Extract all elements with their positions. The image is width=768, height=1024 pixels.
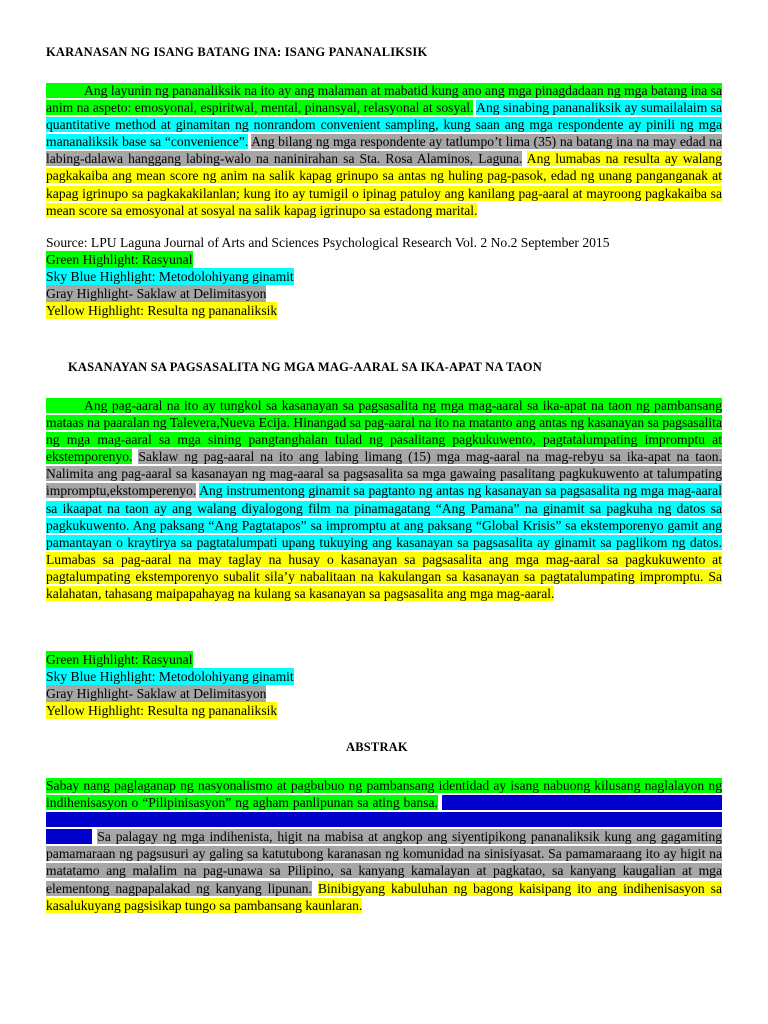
rationale-highlight: Sabay nang paglaganap ng nasyonalismo at pagbubuo ng pambansang identidad ay isang nabuong kilusang naglalayon ng indihenisasyon o “Pilipinisasyon” ng agham panlipunan sa ating bansa. bbox=[46, 778, 722, 811]
scope-highlight: Sa palagay ng mga indihenista, higit na mabisa at angkop ang siyentipikong pananaliksik kung ang gagamiting pamamaraan ng pagsusuri ay galing sa katutubong karanasan ng komunidad na sinisiyasat. Sa pamamaraang ito ay higit na matatamo ang malalim na pag-unawa sa Pilipino, sa kanyang kamalayan at pagkatao, sa kanyang kaugalian at mga elementong nagpapalakad ng kanyang lipunan. bbox=[46, 829, 722, 896]
legend-gray: Gray Highlight- Saklaw at Delimitasyon bbox=[46, 686, 267, 701]
legend-blue: Sky Blue Highlight: Metodolohiyang ginamit bbox=[46, 269, 294, 284]
legend-green: Green Highlight: Rasyunal bbox=[46, 652, 193, 667]
legend-1 bbox=[46, 251, 294, 319]
results-highlight: Binibigyang kabuluhan ng bagong kaisipang ito ang indihenisasyon sa kasalukuyang pagsisikap tungo sa pambansang kaunlaran. bbox=[46, 880, 722, 913]
rationale-highlight: Ang layunin ng pananaliksik na ito ay ang malaman at mabatid kung ano ang mga pinagdadaan ng mga batang ina sa anim na aspeto: emosyonal, espiritwal, mental, pinansyal, relasyonal at sosyal. bbox=[46, 83, 722, 116]
methodology-highlight: Sa pananaw ng kilusang ito, ang kabuuhan ng mga mananaliksik ng lipunang Pilipino ay gumagamit ng mga konsepto at metodo na angkop sa kalikasan at kultura ng mga Pilipino. bbox=[46, 795, 722, 845]
scope-highlight: Saklaw ng pag-aaral na ito ang labing limang (15) mga mag-aaral na mag-rebyu sa ika-apat na taon. Nalimita ang pag-aaral sa kasanayan ng mag-aaral sa pagsasalita sa mga gawaing pasalitang pagkukuwento at talumpating impromptu,ekstomperenyo. bbox=[46, 449, 722, 499]
results-highlight: Lumabas sa pag-aaral na may taglay na husay o kasanayan sa pagsasalita ang mga mag-aaral sa pagkukuwento at pagtalumpating ekstemporenyo subalit sila’y nabalitaan na kakulangan sa kasanayan sa pagtatalumpating impromptu. Sa kalahatan, tahasang maipapahayag na kulang sa kasanayan sa pagsasalita ang mga mag-aaral. bbox=[46, 551, 722, 602]
legend-2 bbox=[46, 651, 294, 719]
section3-paragraph bbox=[46, 777, 722, 914]
results-highlight: Ang lumabas na resulta ay walang pagkakaiba ang mean score ng anim na salik kapag grinupo sa antas ng huling pag-pasok, edad ng unang panganganak at kapag igrinupo sa pagkakakilanlan; kung ito ay tumigil o ipinag patuloy ang kanilang pag-aaral at mayroong pagkakaiba sa mean score sa emosyonal at sosyal na salik kapag igrinupo sa estadong marital. bbox=[46, 151, 722, 218]
section2-paragraph bbox=[46, 397, 722, 602]
section2-title: KASANAYAN SA PAGSASALITA NG MGA MAG-AARAL SA IKA-APAT NA TAON bbox=[68, 360, 542, 374]
scope-highlight: Ang bilang ng mga respondente ay tatlumpo’t lima (35) na batang ina na may edad na labing-dalawa hanggang labing-walo na naninirahan sa Sta. Rosa Alaminos, Laguna. bbox=[46, 134, 722, 167]
legend-yellow: Yellow Highlight: Resulta ng pananaliksik bbox=[46, 303, 278, 318]
legend-green: Green Highlight: Rasyunal bbox=[46, 252, 193, 267]
methodology-highlight: Ang sinabing pananaliksik ay sumailalaim sa quantitative method at ginamitan ng nonrandom convenient sampling, kung saan ang mga respondente ay pinili ng mga mananaliksik base sa “convenience”. bbox=[46, 100, 722, 150]
source-citation: Source: LPU Laguna Journal of Arts and Sciences Psychological Research Vol. 2 No.2 September 2015 bbox=[46, 235, 610, 250]
section1-title: KARANASAN NG ISANG BATANG INA: ISANG PANANALIKSIK bbox=[46, 45, 428, 59]
methodology-highlight: Ang instrumentong ginamit sa pagtanto ng antas ng kasanayan sa pagsasalita ng mga mag-aaral sa ikaapat na taon ay ang walang diyalogong film na pinamagatang “Ang Pamana” na ginamit sa pagkuha ng datos sa pagkukuwento. Ang paksang “Ang Pagtatapos” sa impromptu at ang paksang “Global Krisis” sa ekstemporenyo gamit ang pamantayan o kraytirya sa pagtatalumpati upang tukuying ang kasanayan sa pagsasalita ay ginamit sa paglikom ng datos. bbox=[46, 483, 722, 550]
legend-gray: Gray Highlight- Saklaw at Delimitasyon bbox=[46, 286, 267, 301]
rationale-highlight: Ang pag-aaral na ito ay tungkol sa kasanayan sa pagsasalita ng mga mag-aaral sa ika-apat na taon ng pambansang mataas na paaralan ng Talevera,Nueva Ecija. Hinangad sa pag-aaral na ito na matanto ang antas ng kasanayan sa pagsasalita ng mga mag-aaral sa mga sining pangtanghalan tulad ng pasalitang pagkukuwento, pagtatalumpating impromptu at ekstemporenyo. bbox=[46, 398, 722, 465]
legend-blue: Sky Blue Highlight: Metodolohiyang ginamit bbox=[46, 669, 294, 684]
section1-paragraph bbox=[46, 82, 722, 219]
section3-title: ABSTRAK bbox=[346, 740, 408, 754]
legend-yellow: Yellow Highlight: Resulta ng pananaliksik bbox=[46, 703, 278, 718]
